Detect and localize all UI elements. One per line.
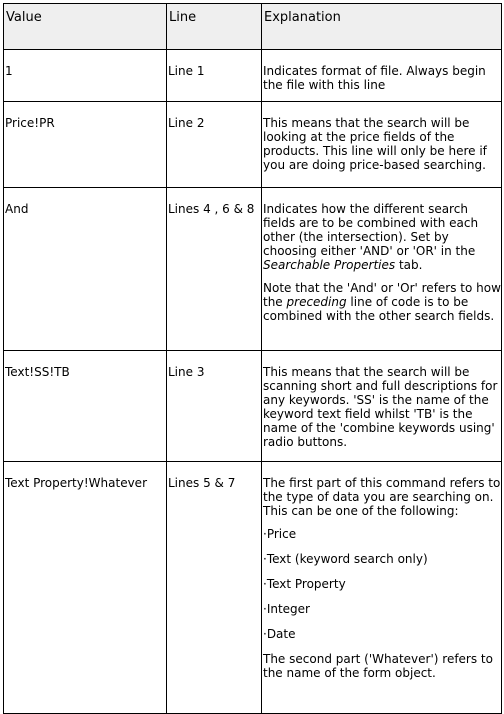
cell-value: 1 xyxy=(4,50,167,102)
cell-line: Line 1 xyxy=(167,50,262,102)
explanation-text: Indicates format of file. Always begin the file with this line xyxy=(263,64,486,92)
explanation-text: Indicates how the different search fields are to be combined with each other (the intersection). Set by choosing either 'AND' or 'OR' in the xyxy=(263,202,479,258)
table-row xyxy=(4,462,502,714)
cell-value: Text Property!Whatever xyxy=(4,462,167,714)
cell-line: Lines 4 , 6 & 8 xyxy=(167,188,262,351)
table-header-row xyxy=(4,4,502,50)
explanation-text: line of code is to be combined with the other search fields. xyxy=(263,295,495,323)
explanation-emphasis: preceding xyxy=(286,295,347,309)
explanation-intro: The first part of this command refers to the type of data you are searching on. This can be one of the following: xyxy=(263,476,501,518)
explanation-text: This means that the search will be scanning short and full descriptions for any keywords. 'SS' is the name of the keyword text field whilst 'TB' is the name of the 'combine keywords using' radio buttons. xyxy=(263,365,498,449)
explanation-text: This means that the search will be looking at the price fields of the products. This line will only be here if you are doing price-based searching. xyxy=(263,116,487,172)
header-value: Value xyxy=(4,4,167,50)
cell-explanation xyxy=(262,188,502,351)
explanation-text: Note that the 'And' or 'Or' refers to how the xyxy=(263,281,501,309)
explanation-outro: The second part ('Whatever') refers to the name of the form object. xyxy=(263,652,493,680)
cell-explanation xyxy=(262,462,502,714)
cell-line: Line 3 xyxy=(167,351,262,462)
explanation-text: tab. xyxy=(395,258,423,272)
header-line: Line xyxy=(167,4,262,50)
cell-value: Text!SS!TB xyxy=(4,351,167,462)
cell-value: And xyxy=(4,188,167,351)
explanation-emphasis: Searchable Properties xyxy=(263,258,396,272)
explanation-table xyxy=(3,3,502,714)
table-row xyxy=(4,50,502,102)
table-row xyxy=(4,102,502,188)
table-row xyxy=(4,188,502,351)
list-item: ·Integer xyxy=(263,602,310,616)
cell-line: Lines 5 & 7 xyxy=(167,462,262,714)
cell-explanation xyxy=(262,102,502,188)
list-item: ·Price xyxy=(263,527,297,541)
header-explanation: Explanation xyxy=(262,4,502,50)
list-item: ·Date xyxy=(263,627,296,641)
list-item: ·Text (keyword search only) xyxy=(263,552,428,566)
cell-explanation xyxy=(262,50,502,102)
explanation-paragraph-1 xyxy=(263,202,501,272)
explanation-paragraph-2 xyxy=(263,281,501,323)
cell-value: Price!PR xyxy=(4,102,167,188)
cell-line: Line 2 xyxy=(167,102,262,188)
cell-explanation xyxy=(262,351,502,462)
list-item: ·Text Property xyxy=(263,577,346,591)
table-row xyxy=(4,351,502,462)
